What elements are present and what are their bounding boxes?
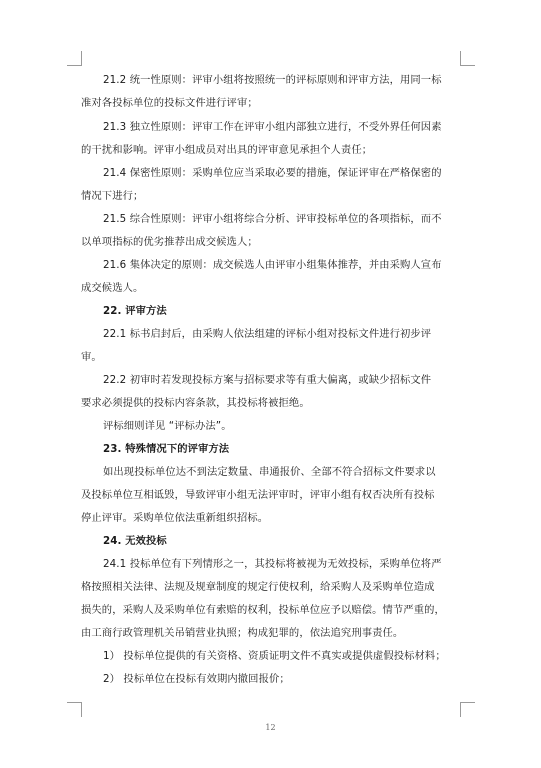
heading-23: 23. 特殊情况下的评审方法 — [103, 443, 230, 455]
list-item-1: 1） 投标单位提供的有关资格、资质证明文件不真实或提供虚假投标材料； — [103, 650, 446, 662]
paragraph-21-3-line-1: 21.3 独立性原则：评审工作在评审小组内部独立进行，不受外界任何因素 — [103, 121, 442, 133]
paragraph-21-6-line-1: 21.6 集体决定的原则：成交候选人由评审小组集体推荐，并由采购人宣布 — [103, 259, 442, 271]
heading-22: 22. 评审方法 — [103, 305, 167, 317]
paragraph-22-2-line-1: 22.2 初审时若发现投标方案与招标要求等有重大偏离，或缺少招标文件 — [103, 374, 432, 386]
paragraph-21-5-line-1: 21.5 综合性原则：评审小组将综合分析、评审投标单位的各项指标，而不 — [103, 213, 442, 225]
paragraph-23-line-3: 停止评审。采购单位依法重新组织招标。 — [81, 512, 269, 524]
paragraph-21-2-line-1: 21.2 统一性原则：评审小组将按照统一的评标原则和评审方法，用同一标 — [103, 74, 442, 86]
paragraph-23-line-1: 如出现投标单位达不到法定数量、串通报价、全部不符合招标文件要求以 — [103, 466, 436, 478]
paragraph-21-6-line-2: 成交候选人。 — [81, 282, 144, 294]
crop-mark-bottom-right — [460, 702, 475, 717]
paragraph-21-3-line-2: 的干扰和影响。评审小组成员对出具的评审意见承担个人责任； — [81, 144, 373, 156]
paragraph-24-1-line-1: 24.1 投标单位有下列情形之一，其投标将被视为无效投标，采购单位将严 — [103, 558, 442, 570]
paragraph-22-1-line-1: 22.1 标书启封后，由采购人依法组建的评标小组对投标文件进行初步评 — [103, 328, 432, 340]
paragraph-22-2-line-2: 要求必须提供的投标内容条款，其投标将被拒绝。 — [81, 397, 310, 409]
paragraph-21-4-line-1: 21.4 保密性原则：采购单位应当采取必要的措施，保证评审在严格保密的 — [103, 167, 442, 179]
paragraph-21-4-line-2: 情况下进行； — [81, 190, 144, 202]
paragraph-21-2-line-2: 准对各投标单位的投标文件进行评审； — [81, 97, 258, 109]
page-number: 12 — [265, 723, 276, 732]
paragraph-24-1-line-4: 由工商行政管理机关吊销营业执照；构成犯罪的，依法追究刑事责任。 — [81, 627, 404, 639]
crop-mark-top-left — [67, 51, 82, 66]
crop-mark-top-right — [460, 51, 475, 66]
paragraph-evaluation-rules: 评标细则详见 “评标办法”。 — [103, 420, 232, 432]
paragraph-21-5-line-2: 以单项指标的优劣推荐出成交候选人； — [81, 236, 258, 248]
paragraph-24-1-line-3: 损失的，采购人及采购单位有索赔的权利，投标单位应予以赔偿。情节严重的， — [81, 604, 445, 616]
paragraph-24-1-line-2: 格按照相关法律、法规及规章制度的规定行使权利，给采购人及采购单位造成 — [81, 581, 435, 593]
heading-24: 24. 无效投标 — [103, 535, 167, 547]
crop-mark-bottom-left — [67, 702, 82, 717]
paragraph-22-1-line-2: 审。 — [81, 351, 102, 363]
list-item-2: 2） 投标单位在投标有效期内撤回报价； — [103, 673, 290, 685]
paragraph-23-line-2: 及投标单位互相诋毁，导致评审小组无法评审时，评审小组有权否决所有投标 — [81, 489, 435, 501]
